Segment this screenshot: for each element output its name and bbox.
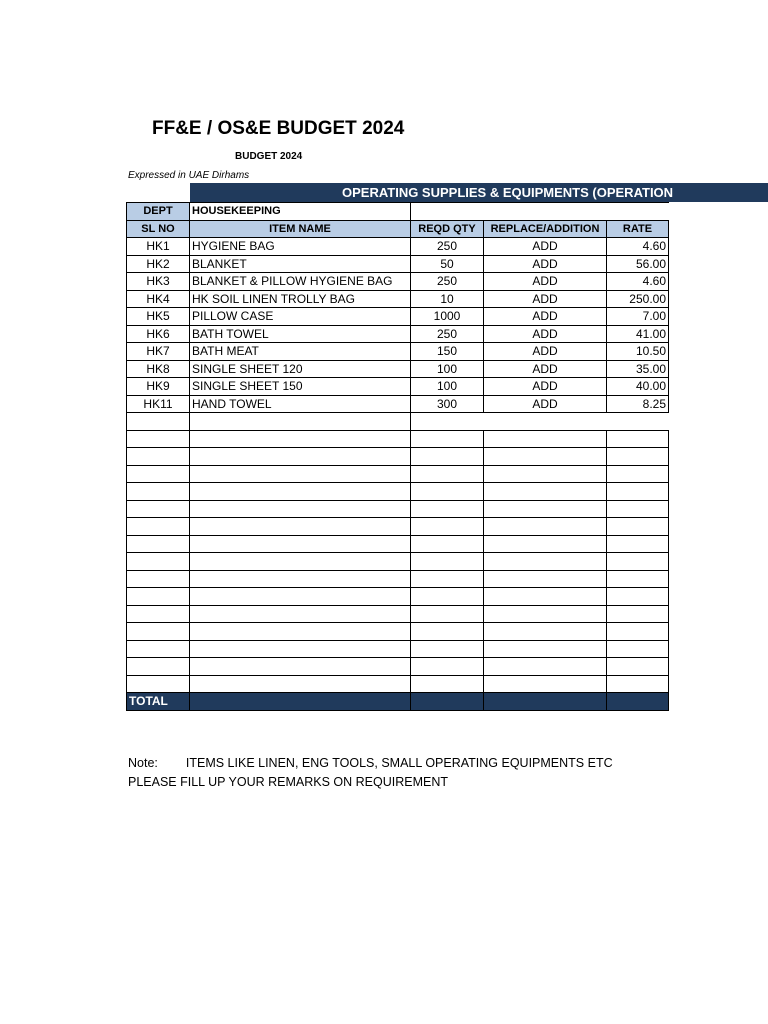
empty-cell[interactable] [484,658,607,676]
empty-cell[interactable] [190,465,411,483]
empty-row [127,518,669,536]
cell-rate[interactable]: 10.50 [607,343,669,361]
empty-cell[interactable] [484,640,607,658]
empty-cell[interactable] [127,605,190,623]
cell-item-name[interactable]: BATH TOWEL [190,325,411,343]
total-row [127,693,669,711]
cell-sl-no[interactable]: HK7 [127,343,190,361]
empty-cell[interactable] [190,413,411,431]
cell-rate[interactable]: 8.25 [607,395,669,413]
cell-reqd-qty[interactable]: 10 [411,290,484,308]
cell-replace-addition[interactable]: ADD [484,395,607,413]
empty-cell[interactable] [127,413,190,431]
dept-label: DEPT [127,203,190,221]
empty-cell[interactable] [484,465,607,483]
dept-row [127,203,669,221]
empty-cell[interactable] [190,518,411,536]
cell-reqd-qty[interactable]: 300 [411,395,484,413]
cell-replace-addition[interactable]: ADD [484,325,607,343]
col-replace-addition: REPLACE/ADDITION [484,220,607,238]
cell-item-name[interactable]: SINGLE SHEET 150 [190,378,411,396]
cell-sl-no[interactable]: HK6 [127,325,190,343]
empty-cell[interactable] [607,448,669,466]
empty-row [127,500,669,518]
total-cell[interactable] [484,693,607,711]
empty-row [127,675,669,693]
cell-replace-addition[interactable]: ADD [484,378,607,396]
empty-cell[interactable] [190,588,411,606]
cell-rate[interactable]: 4.60 [607,273,669,291]
empty-cell[interactable] [127,658,190,676]
empty-cell[interactable] [190,675,411,693]
empty-cell[interactable] [607,588,669,606]
empty-row [127,535,669,553]
empty-cell[interactable] [127,465,190,483]
cell-item-name[interactable]: BLANKET [190,255,411,273]
empty-cell[interactable] [190,483,411,501]
note-line-2: PLEASE FILL UP YOUR REMARKS ON REQUIREMENT [128,775,448,789]
empty-row [127,640,669,658]
empty-cell[interactable] [190,553,411,571]
empty-cell[interactable] [607,535,669,553]
empty-cell[interactable] [127,518,190,536]
empty-cell[interactable] [607,640,669,658]
empty-cell[interactable] [411,658,484,676]
cell-sl-no[interactable]: HK3 [127,273,190,291]
empty-cell[interactable] [127,500,190,518]
empty-row [127,430,669,448]
page-title: FF&E / OS&E BUDGET 2024 [152,118,405,139]
empty-cell[interactable] [127,570,190,588]
empty-row [127,553,669,571]
empty-cell[interactable] [411,675,484,693]
empty-cell[interactable] [607,553,669,571]
section-banner-text: OPERATING SUPPLIES & EQUIPMENTS (OPERATION [342,185,674,200]
empty-cell[interactable] [484,570,607,588]
table-row [127,325,669,343]
empty-cell[interactable] [190,430,411,448]
empty-cell[interactable] [484,448,607,466]
empty-row [127,413,669,431]
cell-sl-no[interactable]: HK2 [127,255,190,273]
table-row [127,395,669,413]
empty-cell[interactable] [484,500,607,518]
note-label: Note: [128,756,158,770]
note-line-1 [128,756,613,770]
empty-row [127,570,669,588]
cell-replace-addition[interactable]: ADD [484,308,607,326]
empty-cell[interactable] [411,448,484,466]
table-row [127,343,669,361]
empty-cell[interactable] [411,483,484,501]
empty-cell[interactable] [411,570,484,588]
cell-rate[interactable]: 35.00 [607,360,669,378]
empty-cell[interactable] [411,553,484,571]
section-banner [190,183,768,202]
cell-reqd-qty[interactable]: 1000 [411,308,484,326]
empty-row [127,588,669,606]
empty-cell[interactable] [190,570,411,588]
empty-cell[interactable] [127,588,190,606]
total-cell[interactable] [411,693,484,711]
cell-rate[interactable]: 4.60 [607,238,669,256]
cell-sl-no[interactable]: HK4 [127,290,190,308]
cell-sl-no[interactable]: HK9 [127,378,190,396]
empty-cell[interactable] [190,658,411,676]
empty-cell[interactable] [411,430,484,448]
cell-item-name[interactable]: HYGIENE BAG [190,238,411,256]
empty-cell[interactable] [484,553,607,571]
cell-rate[interactable]: 56.00 [607,255,669,273]
empty-cell[interactable] [607,518,669,536]
empty-cell[interactable] [484,430,607,448]
table-row [127,290,669,308]
empty-cell[interactable] [411,605,484,623]
table-row [127,273,669,291]
cell-replace-addition[interactable]: ADD [484,360,607,378]
empty-cell[interactable] [411,588,484,606]
empty-row [127,605,669,623]
cell-reqd-qty[interactable]: 250 [411,325,484,343]
budget-subtitle: BUDGET 2024 [235,151,303,162]
total-label: TOTAL [127,693,190,711]
empty-cell[interactable] [607,465,669,483]
empty-cell[interactable] [190,448,411,466]
cell-replace-addition[interactable]: ADD [484,343,607,361]
cell-sl-no[interactable]: HK1 [127,238,190,256]
col-item-name: ITEM NAME [190,220,411,238]
cell-sl-no[interactable]: HK11 [127,395,190,413]
column-header-row [127,220,669,238]
empty-cell[interactable] [607,658,669,676]
empty-row [127,483,669,501]
empty-row [127,465,669,483]
empty-cell[interactable] [484,588,607,606]
empty-cell[interactable] [411,500,484,518]
empty-gap [411,413,669,431]
empty-cell[interactable] [190,623,411,641]
empty-cell[interactable] [190,640,411,658]
empty-cell[interactable] [484,605,607,623]
budget-table [126,202,669,711]
cell-item-name[interactable]: HAND TOWEL [190,395,411,413]
empty-cell[interactable] [190,500,411,518]
cell-reqd-qty[interactable]: 250 [411,273,484,291]
cell-reqd-qty[interactable]: 150 [411,343,484,361]
empty-cell[interactable] [127,675,190,693]
cell-rate[interactable]: 41.00 [607,325,669,343]
cell-item-name[interactable]: HK SOIL LINEN TROLLY BAG [190,290,411,308]
dept-value[interactable]: HOUSEKEEPING [190,203,411,221]
empty-cell[interactable] [190,535,411,553]
col-reqd-qty: REQD QTY [411,220,484,238]
cell-sl-no[interactable]: HK5 [127,308,190,326]
cell-replace-addition[interactable]: ADD [484,255,607,273]
empty-cell[interactable] [607,605,669,623]
empty-cell[interactable] [607,675,669,693]
empty-cell[interactable] [127,448,190,466]
col-sl-no: SL NO [127,220,190,238]
empty-cell[interactable] [411,465,484,483]
empty-cell[interactable] [127,553,190,571]
table-row [127,360,669,378]
empty-cell[interactable] [607,500,669,518]
cell-reqd-qty[interactable]: 250 [411,238,484,256]
empty-row [127,658,669,676]
col-rate: RATE [607,220,669,238]
empty-row [127,623,669,641]
dept-blank [411,203,669,221]
empty-cell[interactable] [127,640,190,658]
empty-cell[interactable] [127,483,190,501]
empty-cell[interactable] [190,605,411,623]
empty-cell[interactable] [607,623,669,641]
empty-cell[interactable] [127,430,190,448]
table-row [127,378,669,396]
cell-item-name[interactable]: PILLOW CASE [190,308,411,326]
total-cell[interactable] [190,693,411,711]
cell-reqd-qty[interactable]: 50 [411,255,484,273]
cell-sl-no[interactable]: HK8 [127,360,190,378]
cell-item-name[interactable]: BLANKET & PILLOW HYGIENE BAG [190,273,411,291]
table-row [127,255,669,273]
cell-replace-addition[interactable]: ADD [484,238,607,256]
cell-rate[interactable]: 7.00 [607,308,669,326]
cell-reqd-qty[interactable]: 100 [411,378,484,396]
cell-replace-addition[interactable]: ADD [484,290,607,308]
empty-row [127,448,669,466]
empty-cell[interactable] [411,623,484,641]
empty-cell[interactable] [484,623,607,641]
empty-cell[interactable] [607,570,669,588]
empty-cell[interactable] [607,483,669,501]
empty-cell[interactable] [484,483,607,501]
currency-note: Expressed in UAE Dirhams [128,170,250,181]
empty-cell[interactable] [484,518,607,536]
cell-item-name[interactable]: BATH MEAT [190,343,411,361]
empty-cell[interactable] [607,430,669,448]
empty-cell[interactable] [484,535,607,553]
cell-reqd-qty[interactable]: 100 [411,360,484,378]
cell-replace-addition[interactable]: ADD [484,273,607,291]
empty-cell[interactable] [411,640,484,658]
total-cell[interactable] [607,693,669,711]
empty-cell[interactable] [127,623,190,641]
cell-rate[interactable]: 40.00 [607,378,669,396]
empty-cell[interactable] [484,675,607,693]
empty-cell[interactable] [127,535,190,553]
table-row [127,308,669,326]
note-text: ITEMS LIKE LINEN, ENG TOOLS, SMALL OPERATING EQUIPMENTS ETC [185,756,613,770]
empty-cell[interactable] [411,535,484,553]
table-row [127,238,669,256]
cell-rate[interactable]: 250.00 [607,290,669,308]
cell-item-name[interactable]: SINGLE SHEET 120 [190,360,411,378]
empty-cell[interactable] [411,518,484,536]
